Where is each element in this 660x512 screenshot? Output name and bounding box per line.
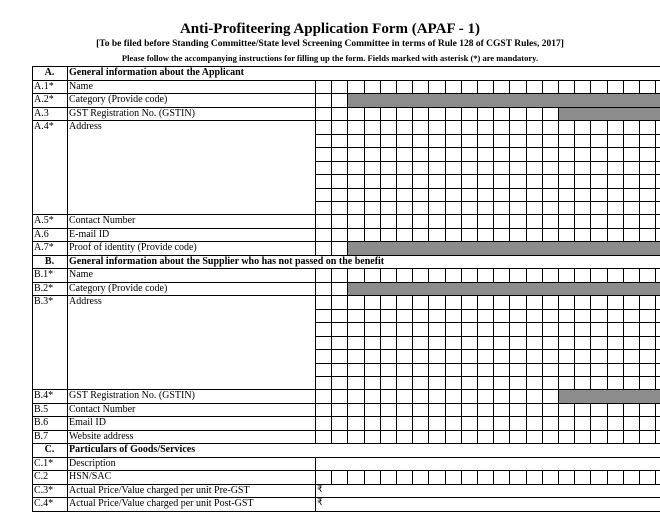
input-field-c-1[interactable] bbox=[316, 458, 660, 471]
table-border-left bbox=[32, 430, 33, 444]
form-instructions: Please follow the accompanying instructions for filling up the form. Fields marked with asterisk (*) are mandatory. bbox=[121, 53, 539, 63]
field-code: A.4* bbox=[34, 121, 54, 132]
field-label: Description bbox=[69, 457, 116, 469]
table-border-code bbox=[67, 80, 68, 94]
table-border-code bbox=[67, 497, 68, 511]
form-subtitle: [To be filed before Standing Committee/State level Screening Committee in terms of Rule 128 of CGST Rules, 2017] bbox=[96, 39, 564, 49]
field-label: Website address bbox=[69, 430, 134, 442]
input-cells-b-5[interactable] bbox=[316, 404, 660, 417]
field-code: C.1* bbox=[34, 457, 54, 469]
field-code: B.4* bbox=[34, 390, 54, 401]
table-border-left bbox=[32, 214, 33, 228]
section-title: Particulars of Goods/Services bbox=[69, 444, 196, 455]
table-border-left bbox=[32, 497, 33, 511]
input-cells-b-3[interactable] bbox=[316, 296, 660, 389]
field-code: B.2* bbox=[34, 282, 54, 294]
input-cells-b-4[interactable] bbox=[316, 390, 660, 403]
field-label: Name bbox=[69, 269, 93, 280]
field-label: Contact Number bbox=[69, 215, 136, 226]
section-title: General information about the Applicant bbox=[69, 67, 245, 78]
table-border-code bbox=[67, 268, 68, 282]
input-cells-a-2[interactable] bbox=[316, 94, 660, 107]
section-code: A. bbox=[44, 67, 55, 78]
table-border-code bbox=[67, 214, 68, 228]
field-label: Category (Provide code) bbox=[69, 282, 168, 294]
table-border-left bbox=[32, 228, 33, 242]
table-border-left bbox=[32, 107, 33, 121]
rupee-symbol: ₹ bbox=[317, 484, 323, 495]
table-border-left bbox=[32, 416, 33, 430]
field-label: Address bbox=[69, 296, 102, 307]
field-code: B.5 bbox=[34, 403, 49, 415]
field-code: B.6 bbox=[34, 417, 49, 428]
table-border-code bbox=[67, 295, 68, 389]
field-label: Actual Price/Value charged per unit Pre-GST bbox=[69, 484, 250, 496]
table-border-left bbox=[32, 484, 33, 498]
section-code: B. bbox=[44, 255, 55, 267]
field-label: E-mail ID bbox=[69, 228, 110, 240]
table-border-code bbox=[67, 255, 68, 269]
table-border-left bbox=[32, 457, 33, 471]
field-label: Proof of identity (Provide code) bbox=[69, 242, 197, 253]
field-code: A.3 bbox=[34, 107, 49, 119]
table-border-code bbox=[67, 443, 68, 457]
table-border-left bbox=[32, 403, 33, 417]
field-label: HSN/SAC bbox=[69, 471, 112, 482]
table-border-code bbox=[67, 457, 68, 471]
field-code: A.5* bbox=[34, 215, 54, 226]
input-cells-a-5[interactable] bbox=[316, 215, 660, 228]
table-border-left bbox=[32, 470, 33, 484]
input-field-c-3[interactable] bbox=[316, 485, 660, 498]
input-cells-a-3[interactable] bbox=[316, 108, 660, 121]
field-code: C.2 bbox=[34, 471, 49, 482]
table-border-left bbox=[32, 80, 33, 94]
section-code: C. bbox=[44, 444, 55, 455]
table-border-left bbox=[32, 120, 33, 214]
table-border-code bbox=[67, 66, 68, 80]
field-code: B.7 bbox=[34, 430, 49, 442]
field-code: C.4* bbox=[34, 498, 54, 509]
rupee-symbol: ₹ bbox=[317, 498, 323, 508]
table-border-left bbox=[32, 255, 33, 269]
field-label: Actual Price/Value charged per unit Post-GST bbox=[69, 498, 254, 509]
table-border-code bbox=[67, 484, 68, 498]
input-cells-b-1[interactable] bbox=[316, 269, 660, 282]
table-border-left bbox=[32, 295, 33, 389]
section-title: General information about the Supplier who has not passed on the benefit bbox=[69, 255, 385, 267]
table-border-code bbox=[67, 389, 68, 403]
field-code: A.7* bbox=[34, 242, 54, 253]
field-code: A.2* bbox=[34, 94, 54, 105]
field-code: C.3* bbox=[34, 484, 54, 496]
field-label: GST Registration No. (GSTIN) bbox=[69, 390, 195, 401]
row-divider bbox=[32, 511, 660, 512]
input-cells-a-4[interactable] bbox=[316, 121, 660, 214]
table-border-code bbox=[67, 120, 68, 214]
input-cells-a-6[interactable] bbox=[316, 229, 660, 242]
field-code: A.1* bbox=[34, 80, 54, 92]
table-border-code bbox=[67, 470, 68, 484]
table-border-code bbox=[67, 430, 68, 444]
field-label: Email ID bbox=[69, 417, 106, 428]
table-border-left bbox=[32, 389, 33, 403]
input-cells-b-7[interactable] bbox=[316, 431, 660, 444]
field-code: B.1* bbox=[34, 269, 54, 280]
field-code: B.3* bbox=[34, 296, 54, 307]
table-border-left bbox=[32, 443, 33, 457]
input-cells-a-1[interactable] bbox=[316, 81, 660, 94]
table-border-left bbox=[32, 241, 33, 255]
field-code: A.6 bbox=[34, 228, 49, 240]
table-border-left bbox=[32, 66, 33, 80]
input-cells-a-7[interactable] bbox=[316, 242, 660, 255]
table-border-left bbox=[32, 282, 33, 296]
table-border-left bbox=[32, 93, 33, 107]
input-cells-c-2[interactable] bbox=[316, 471, 660, 484]
field-label: Name bbox=[69, 80, 93, 92]
table-border-code bbox=[67, 107, 68, 121]
table-border-code bbox=[67, 93, 68, 107]
table-border-code bbox=[67, 416, 68, 430]
table-border-code bbox=[67, 282, 68, 296]
field-label: Contact Number bbox=[69, 403, 136, 415]
table-border-code bbox=[67, 403, 68, 417]
field-label: Category (Provide code) bbox=[69, 94, 168, 105]
form-title: Anti-Profiteering Application Form (APAF - 1) bbox=[179, 21, 481, 37]
table-border-code bbox=[67, 241, 68, 255]
input-field-c-4[interactable] bbox=[316, 498, 660, 511]
input-cells-b-6[interactable] bbox=[316, 417, 660, 430]
field-label: Address bbox=[69, 121, 102, 132]
input-cells-b-2[interactable] bbox=[316, 283, 660, 296]
field-label: GST Registration No. (GSTIN) bbox=[69, 107, 195, 119]
table-border-left bbox=[32, 268, 33, 282]
table-border-code bbox=[67, 228, 68, 242]
